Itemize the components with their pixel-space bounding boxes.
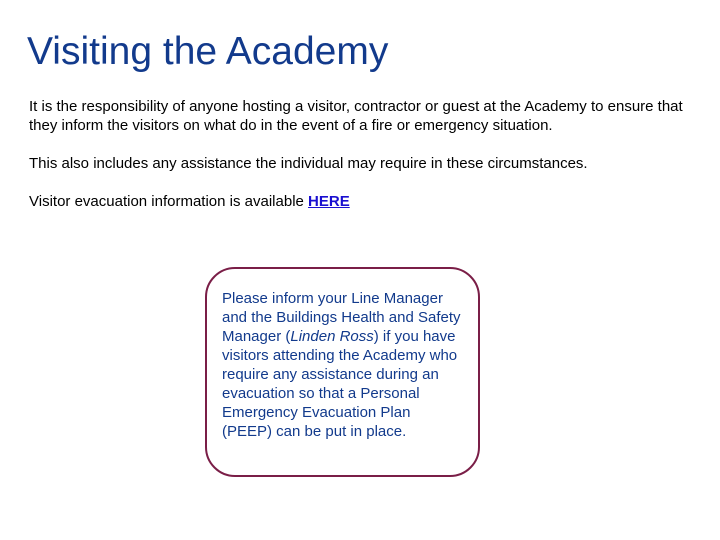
evacuation-info-paragraph (29, 192, 699, 211)
assistance-paragraph: This also includes any assistance the individual may require in these circumstances. (29, 155, 588, 172)
safety-manager-name: Linden Ross (290, 328, 374, 345)
callout-text-end: ) if you have visitors attending the Academy who require any assistance during an evacuation so that a Personal Emergency Evacuation Plan (PEEP) can be put in place. (222, 328, 458, 440)
responsibility-paragraph: It is the responsibility of anyone hosting a visitor, contractor or guest at the Academy to ensure that they inform the visitors on what do in the event of a fire or emergency situation. (29, 98, 683, 134)
slide-title: Visiting the Academy (27, 30, 389, 73)
here-link[interactable]: HERE (308, 193, 350, 210)
callout-text-start: Please inform your Line Manager and the Buildings Health and Safety Manager ( (222, 290, 461, 345)
peep-callout-box (205, 267, 480, 477)
evacuation-info-text: Visitor evacuation information is available (29, 193, 309, 210)
body-text (29, 97, 699, 230)
